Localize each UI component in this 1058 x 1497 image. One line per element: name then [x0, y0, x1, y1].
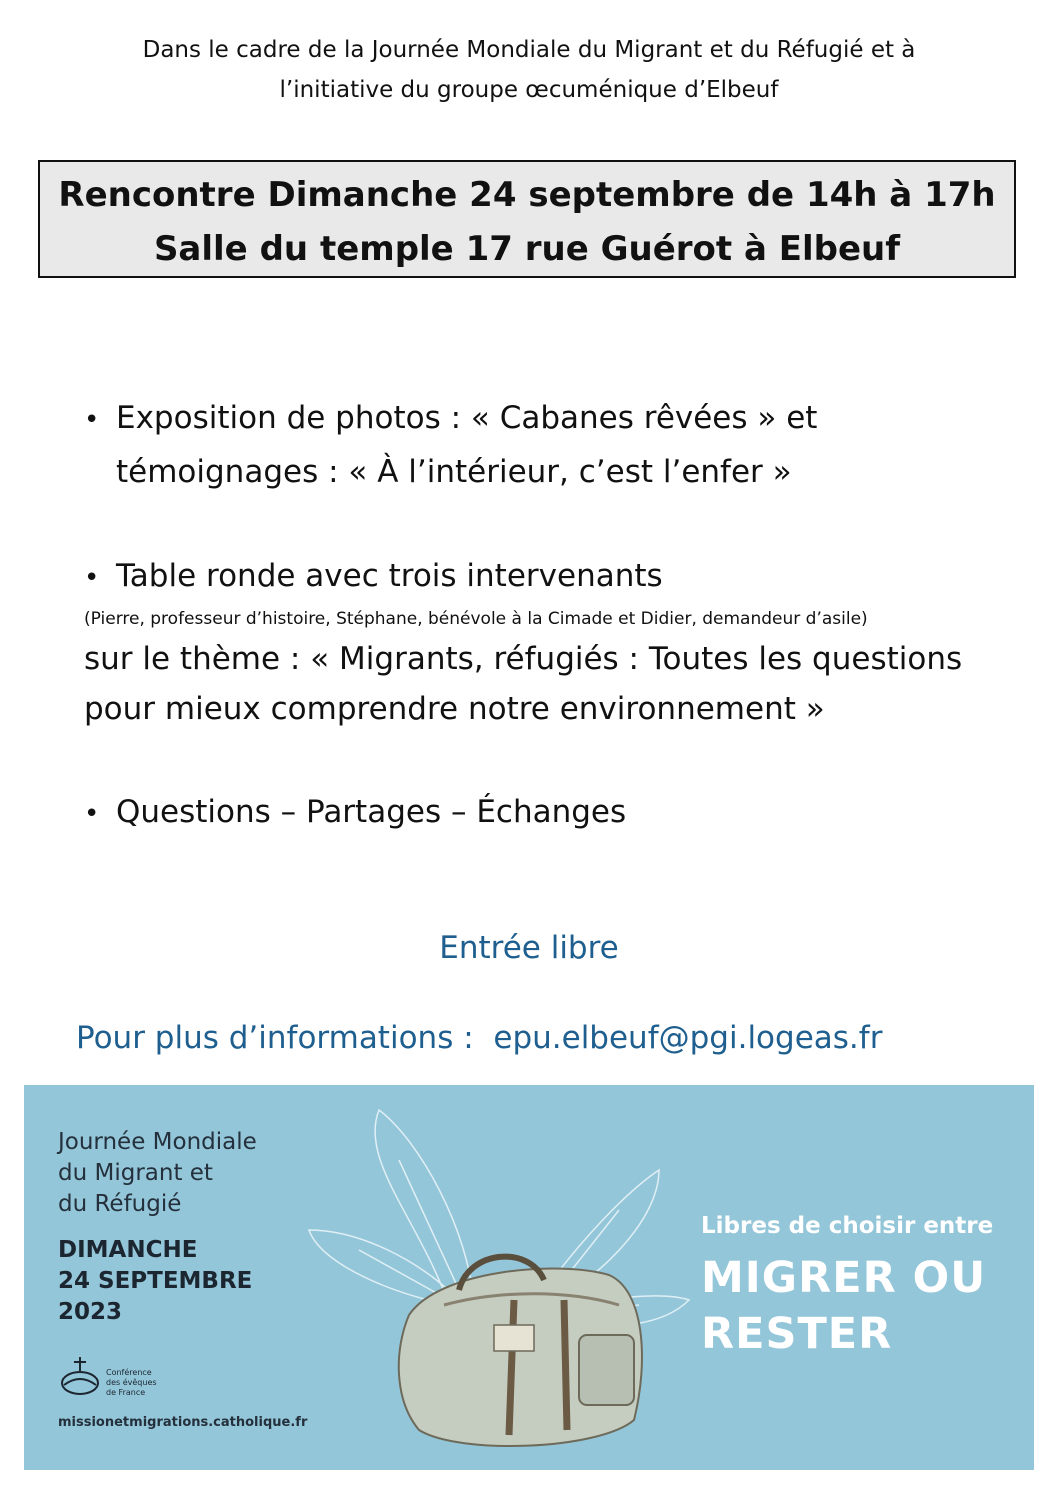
contact-label: Pour plus d’informations :: [76, 1020, 474, 1056]
intro-line-2: l’initiative du groupe œcuménique d’Elbeuf: [279, 77, 779, 103]
banner-title-line-1: Journée Mondiale: [58, 1129, 257, 1155]
bag-icon: [399, 1257, 642, 1446]
roundtable-title: Table ronde avec trois intervenants: [116, 558, 663, 594]
event-banner: [24, 1085, 1034, 1470]
banner-headline: [701, 1250, 986, 1362]
banner-date-line-3: 2023: [58, 1299, 123, 1325]
logo-text-line-2: des évêques: [106, 1378, 157, 1387]
intro-text: [0, 30, 1058, 110]
exhibition-line-1: Exposition de photos : « Cabanes rêvées » et: [116, 400, 818, 436]
event-location-line: Salle du temple 17 rue Guérot à Elbeuf: [153, 229, 901, 269]
roundtable-theme-line-1: sur le thème : « Migrants, réfugiés : Toutes les questions: [84, 641, 963, 677]
contact-info: [76, 1020, 882, 1056]
roundtable-item: [84, 550, 1024, 734]
cef-logo-text: [106, 1368, 157, 1398]
winged-bag-illustration: [299, 1100, 699, 1465]
event-date-line: Rencontre Dimanche 24 septembre de 14h à 17h: [58, 175, 996, 215]
free-entry: Entrée libre: [439, 930, 619, 966]
logo-text-line-1: Conférence: [106, 1368, 152, 1377]
questions-text: Questions – Partages – Échanges: [116, 794, 627, 830]
banner-tagline: Libres de choisir entre: [701, 1213, 994, 1239]
banner-title: [58, 1127, 257, 1220]
bullet-icon: •: [84, 799, 100, 829]
banner-date-line-1: DIMANCHE: [58, 1237, 198, 1263]
banner-headline-line-2: RESTER: [701, 1309, 893, 1359]
banner-url[interactable]: missionetmigrations.catholique.fr: [58, 1415, 308, 1430]
event-box: [38, 160, 1016, 278]
bullet-icon: •: [84, 405, 100, 435]
exhibition-line-2: témoignages : « À l’intérieur, c’est l’enfer »: [116, 454, 792, 490]
exhibition-item: [84, 392, 1024, 498]
contact-email[interactable]: epu.elbeuf@pgi.logeas.fr: [493, 1020, 883, 1056]
banner-headline-line-1: MIGRER OU: [701, 1253, 987, 1303]
banner-date: [58, 1235, 252, 1328]
questions-item: [84, 786, 1024, 840]
bullet-icon: •: [84, 563, 100, 593]
intro-line-1: Dans le cadre de la Journée Mondiale du Migrant et du Réfugié et à: [142, 37, 916, 63]
roundtable-theme-line-2: pour mieux comprendre notre environnement »: [84, 691, 825, 727]
cef-logo-icon: [58, 1355, 102, 1399]
logo-text-line-3: de France: [106, 1388, 146, 1397]
roundtable-speakers: (Pierre, professeur d’histoire, Stéphane, bénévole à la Cimade et Didier, demandeur d’asile): [84, 609, 868, 629]
banner-title-line-3: du Réfugié: [58, 1191, 182, 1217]
banner-date-line-2: 24 SEPTEMBRE: [58, 1268, 253, 1294]
banner-title-line-2: du Migrant et: [58, 1160, 213, 1186]
